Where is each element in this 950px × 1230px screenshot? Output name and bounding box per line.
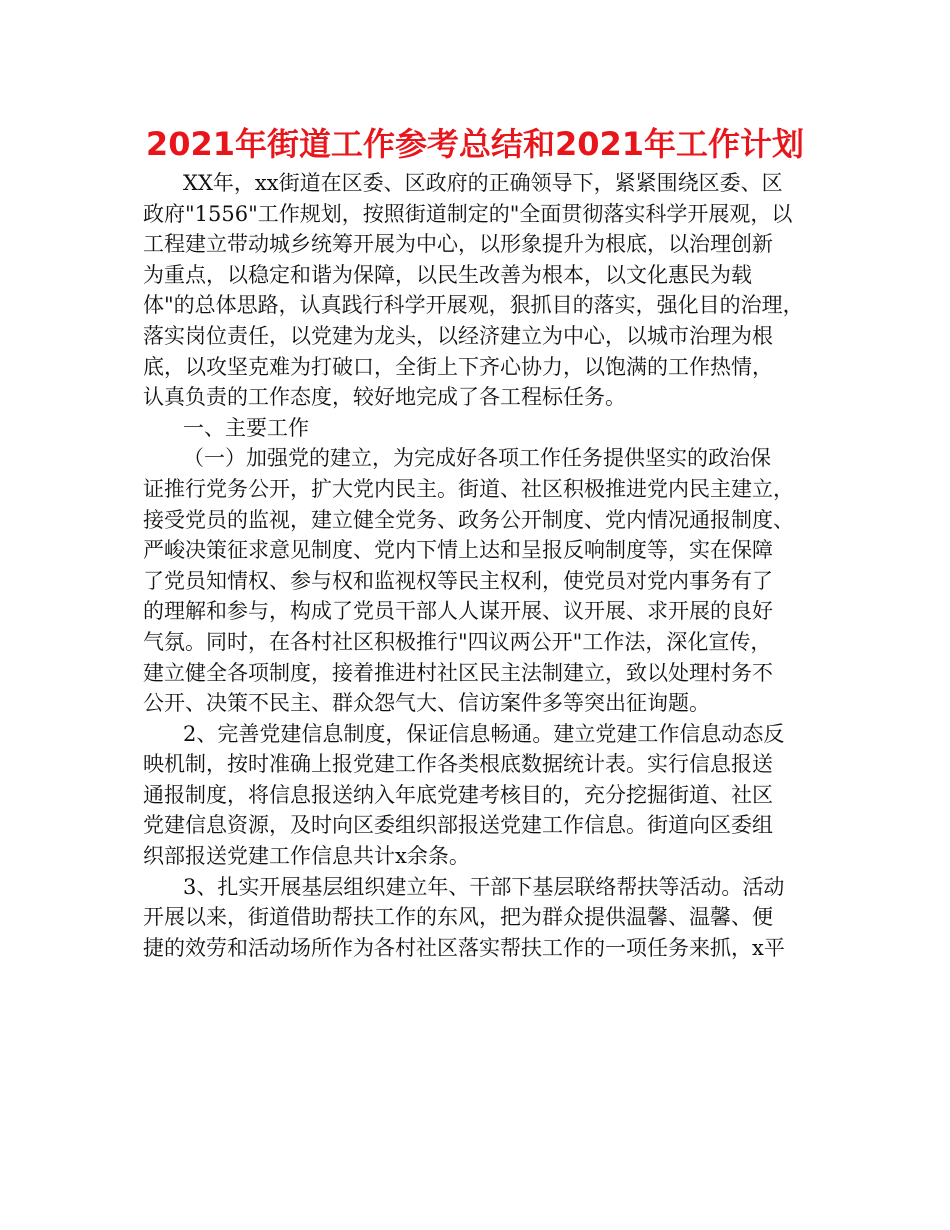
text-line: 气氛。同时，在各村社区积极推行"四议两公开"工作法，深化宣传，: [143, 629, 772, 654]
text-line: 的理解和参与，构成了党员干部人人谋开展、议开展、求开展的良好: [143, 599, 773, 624]
text-line: 映机制，按时准确上报党建工作各类根底数据统计表。实行信息报送: [143, 752, 773, 777]
text-line: （一）加强党的建立，为完成好各项工作任务提供坚实的政治保: [183, 446, 771, 471]
text-line: 3、扎实开展基层组织建立年、干部下基层联络帮扶等活动。活动: [183, 874, 785, 899]
document-title: 2021年街道工作参考总结和2021年工作计划: [145, 125, 805, 163]
text-line: 底，以攻坚克难为打破口，全街上下齐心协力，以饱满的工作热情，: [143, 354, 773, 379]
text-line: 工程建立带动城乡统筹开展为中心，以形象提升为根底，以治理创新: [143, 232, 773, 257]
text-line: 证推行党务公开，扩大党内民主。街道、社区积极推进党内民主建立，: [143, 476, 794, 501]
text-line: 公开、决策不民主、群众怨气大、信访案件多等突出征询题。: [143, 691, 710, 716]
document-body: [143, 168, 811, 963]
text-line: 为重点，以稳定和谐为保障，以民生改善为根本，以文化惠民为载: [143, 262, 752, 287]
text-line: 捷的效劳和活动场所作为各村社区落实帮扶工作的一项任务来抓，x平: [143, 935, 785, 960]
text-line: 织部报送党建工作信息共计x余条。: [143, 844, 470, 869]
text-line: XX年，xx街道在区委、区政府的正确领导下，紧紧围绕区委、区: [183, 171, 783, 195]
text-line: 严峻决策征求意见制度、党内下情上达和呈报反响制度等，实在保障: [143, 538, 773, 563]
text-line: 开展以来，街道借助帮扶工作的东风，把为群众提供温馨、温馨、便: [143, 905, 773, 930]
text-line: 建立健全各项制度，接着推进村社区民主法制建立，致以处理村务不: [143, 660, 773, 685]
text-line: 2、完善党建信息制度，保证信息畅通。建立党建工作信息动态反: [183, 721, 785, 746]
text-line: 通报制度，将信息报送纳入年底党建考核目的，充分挖掘街道、社区: [143, 782, 773, 807]
text-line: 政府"1556"工作规划，按照街道制定的"全面贯彻落实科学开展观，以: [143, 201, 793, 226]
text-line: 认真负责的工作态度，较好地完成了各工程标任务。: [143, 385, 626, 410]
section-heading: 一、主要工作: [183, 415, 309, 440]
text-line: 了党员知情权、参与权和监视权等民主权利，使党员对党内事务有了: [143, 568, 773, 593]
text-line: 体"的总体思路，认真践行科学开展观，狠抓目的落实，强化目的治理，: [143, 293, 804, 318]
text-line: 接受党员的监视，建立健全党务、政务公开制度、党内情况通报制度、: [143, 507, 794, 532]
text-line: 党建信息资源，及时向区委组织部报送党建工作信息。街道向区委组: [143, 813, 773, 838]
text-line: 落实岗位责任，以党建为龙头，以经济建立为中心，以城市治理为根: [143, 323, 773, 348]
